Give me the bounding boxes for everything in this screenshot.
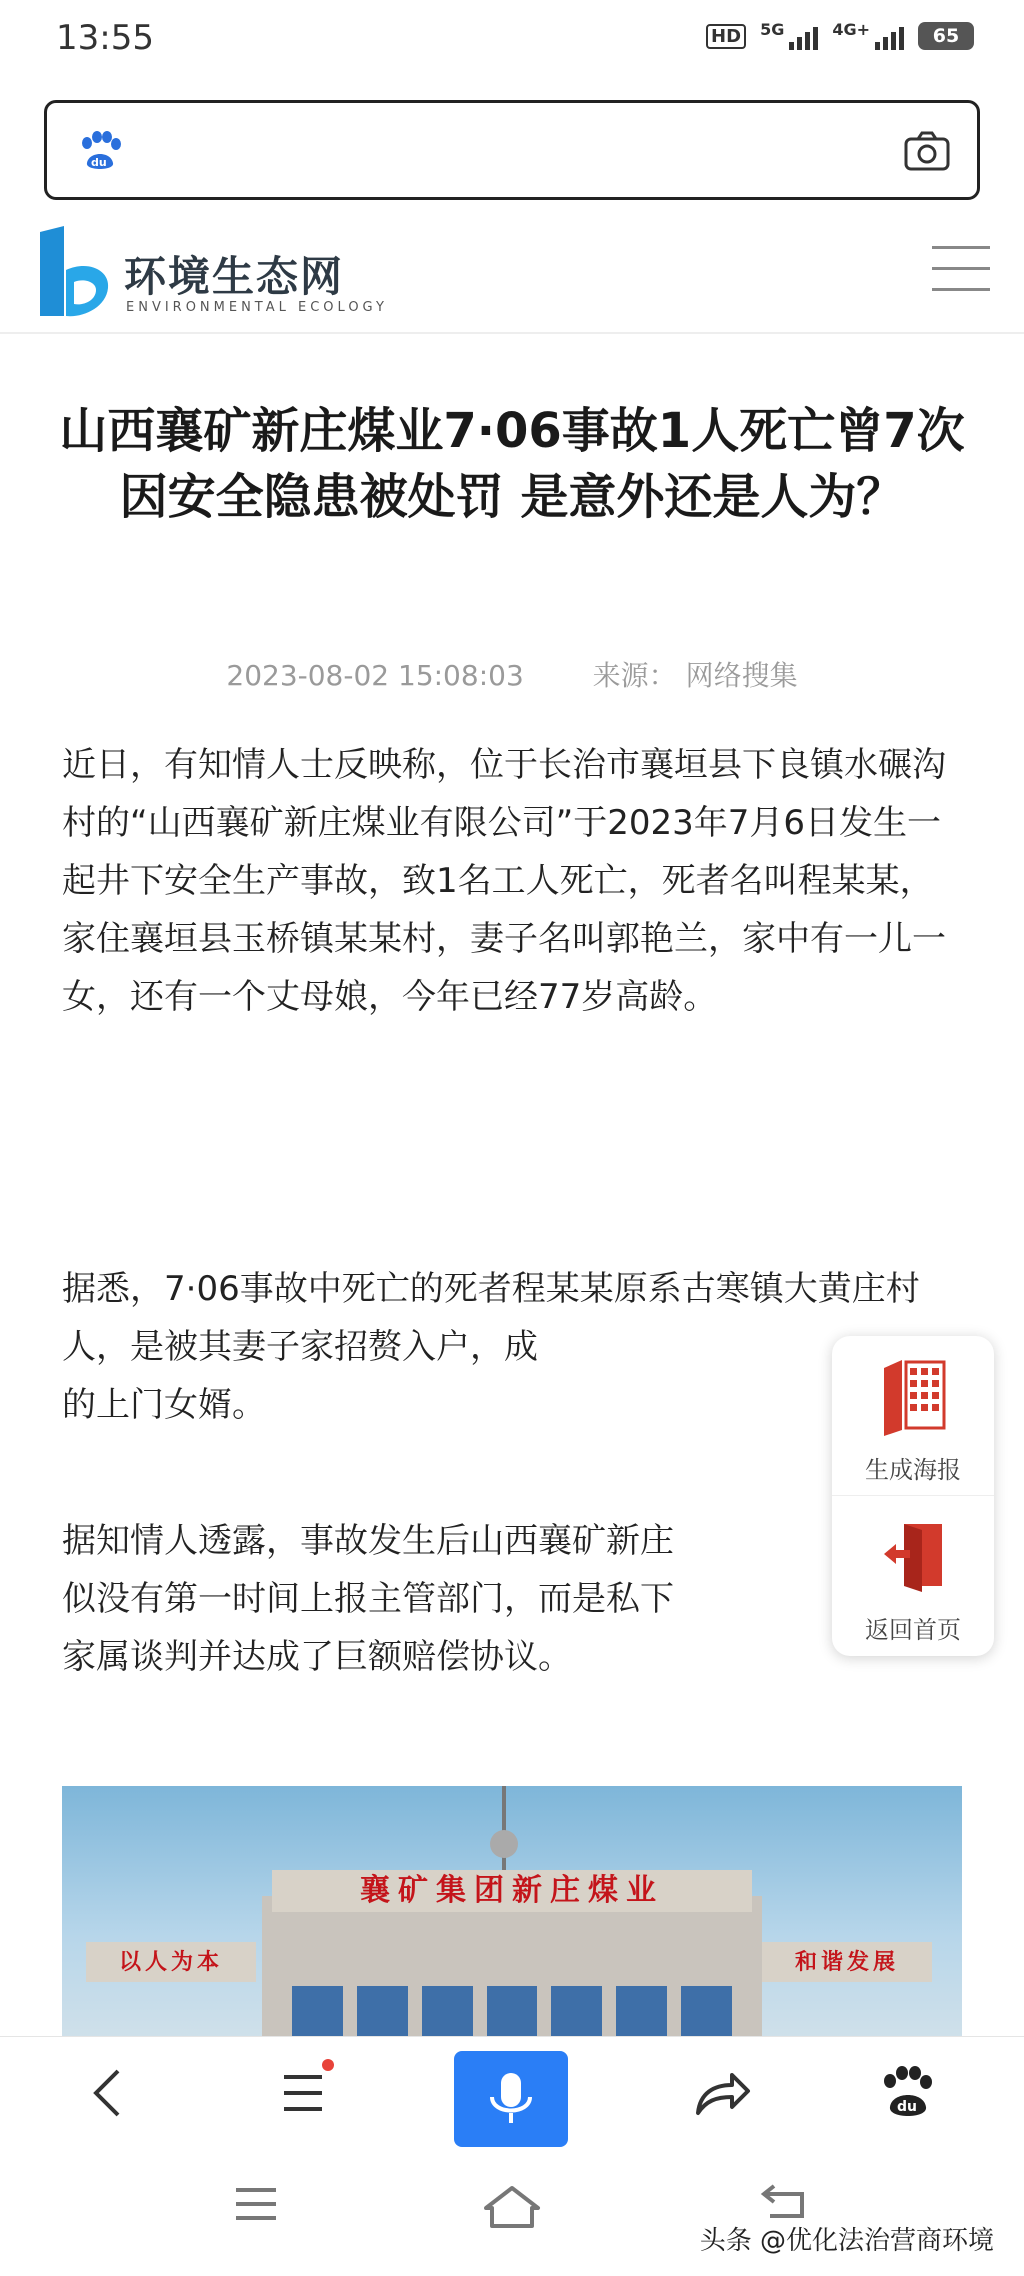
home-icon <box>480 2182 544 2232</box>
search-input[interactable] <box>44 100 980 200</box>
baidu-paw-icon <box>868 2053 948 2133</box>
status-bar <box>0 0 1024 80</box>
share-arrow-icon <box>680 2053 760 2133</box>
exit-door-icon <box>882 1518 946 1598</box>
poster-icon <box>882 1358 946 1438</box>
svg-text:du: du <box>897 2099 917 2115</box>
article-title: 山西襄矿新庄煤业7·06事故1人死亡曾7次因安全隐患被处罚 是意外还是人为？ <box>59 403 965 525</box>
hamburger-menu-icon[interactable] <box>932 246 990 298</box>
camera-icon[interactable] <box>903 129 951 177</box>
article-meta <box>0 654 1024 694</box>
svg-text:du: du <box>91 156 107 169</box>
return-home-button[interactable] <box>832 1496 994 1656</box>
microphone-icon <box>454 2051 568 2147</box>
antenna-ball <box>490 1830 518 1858</box>
battery-icon: 65 <box>918 22 974 50</box>
notification-dot <box>322 2059 334 2071</box>
floating-action-panel <box>832 1336 994 1656</box>
source-label: 来源： <box>592 659 677 692</box>
building-windows <box>292 1986 732 2036</box>
article-paragraph <box>62 1260 962 1434</box>
baidu-paw-icon[interactable] <box>77 129 123 179</box>
building-main-sign: 襄矿集团新庄煤业 <box>272 1870 752 1912</box>
generate-poster-label: 生成海报 <box>865 1456 961 1484</box>
back-button[interactable] <box>72 2053 152 2133</box>
site-logo-icon[interactable] <box>36 226 112 326</box>
system-nav-bar <box>0 2150 1024 2276</box>
share-button[interactable] <box>680 2053 760 2133</box>
paragraph-line: 据悉，7·06事故中死亡的死者程某某原系古寒镇大黄庄村人，是被其妻子家招赘入户，成 <box>62 1269 920 1367</box>
article-paragraph: 近日，有知情人士反映称，位于长治市襄垣县下良镇水碾沟村的“山西襄矿新庄煤业有限公司”于2023年7月6日发生一起井下安全生产事故，致1名工人死亡，死者名叫程某某，家住襄垣县玉桥镇某某村，妻子名叫郭艳兰，家中有一儿一女，还有一个丈母娘，今年已经77岁高龄。 <box>62 745 946 1017</box>
article-paragraph <box>62 1512 962 1686</box>
paragraph-line: 据知情人透露，事故发生后山西襄矿新庄 <box>62 1521 674 1561</box>
chevron-left-icon <box>72 2053 152 2133</box>
building-right-sign: 和谐发展 <box>762 1942 932 1982</box>
paragraph-line: 似没有第一时间上报主管部门，而是私下 <box>62 1579 674 1619</box>
baidu-home-button[interactable] <box>868 2053 948 2133</box>
article <box>0 336 1024 2036</box>
recent-apps-button[interactable] <box>230 2182 282 2230</box>
generate-poster-button[interactable] <box>832 1336 994 1496</box>
status-indicators <box>706 22 974 50</box>
network-4g-label: 4G+ <box>832 20 870 39</box>
article-date: 2023-08-02 15:08:03 <box>226 659 524 692</box>
browser-toolbar <box>0 2036 1024 2150</box>
return-home-label: 返回首页 <box>865 1616 961 1644</box>
status-time: 13:55 <box>56 18 154 58</box>
watermark-text: 头条 @优化法治营商环境 <box>700 2220 994 2257</box>
paragraph-line: 家属谈判并达成了巨额赔偿协议。 <box>62 1637 572 1677</box>
signal-4g-icon <box>832 22 904 50</box>
network-5g-label: 5G <box>760 20 785 39</box>
site-subtitle: ENVIRONMENTAL ECOLOGY <box>126 300 388 315</box>
article-source: 网络搜集 <box>685 659 798 692</box>
menu-button[interactable] <box>266 2053 346 2133</box>
signal-5g-icon <box>760 22 818 50</box>
voice-search-button[interactable] <box>454 2051 568 2147</box>
building-left-sign: 以人为本 <box>86 1942 256 1982</box>
home-button[interactable] <box>480 2182 544 2236</box>
site-name[interactable]: 环境生态网 <box>124 252 345 301</box>
menu-lines-icon <box>230 2182 282 2226</box>
site-header <box>0 216 1024 334</box>
paragraph-line: 的上门女婿。 <box>62 1385 266 1425</box>
hd-icon: HD <box>706 24 746 49</box>
article-photo[interactable] <box>62 1786 962 2036</box>
menu-icon <box>266 2053 346 2133</box>
